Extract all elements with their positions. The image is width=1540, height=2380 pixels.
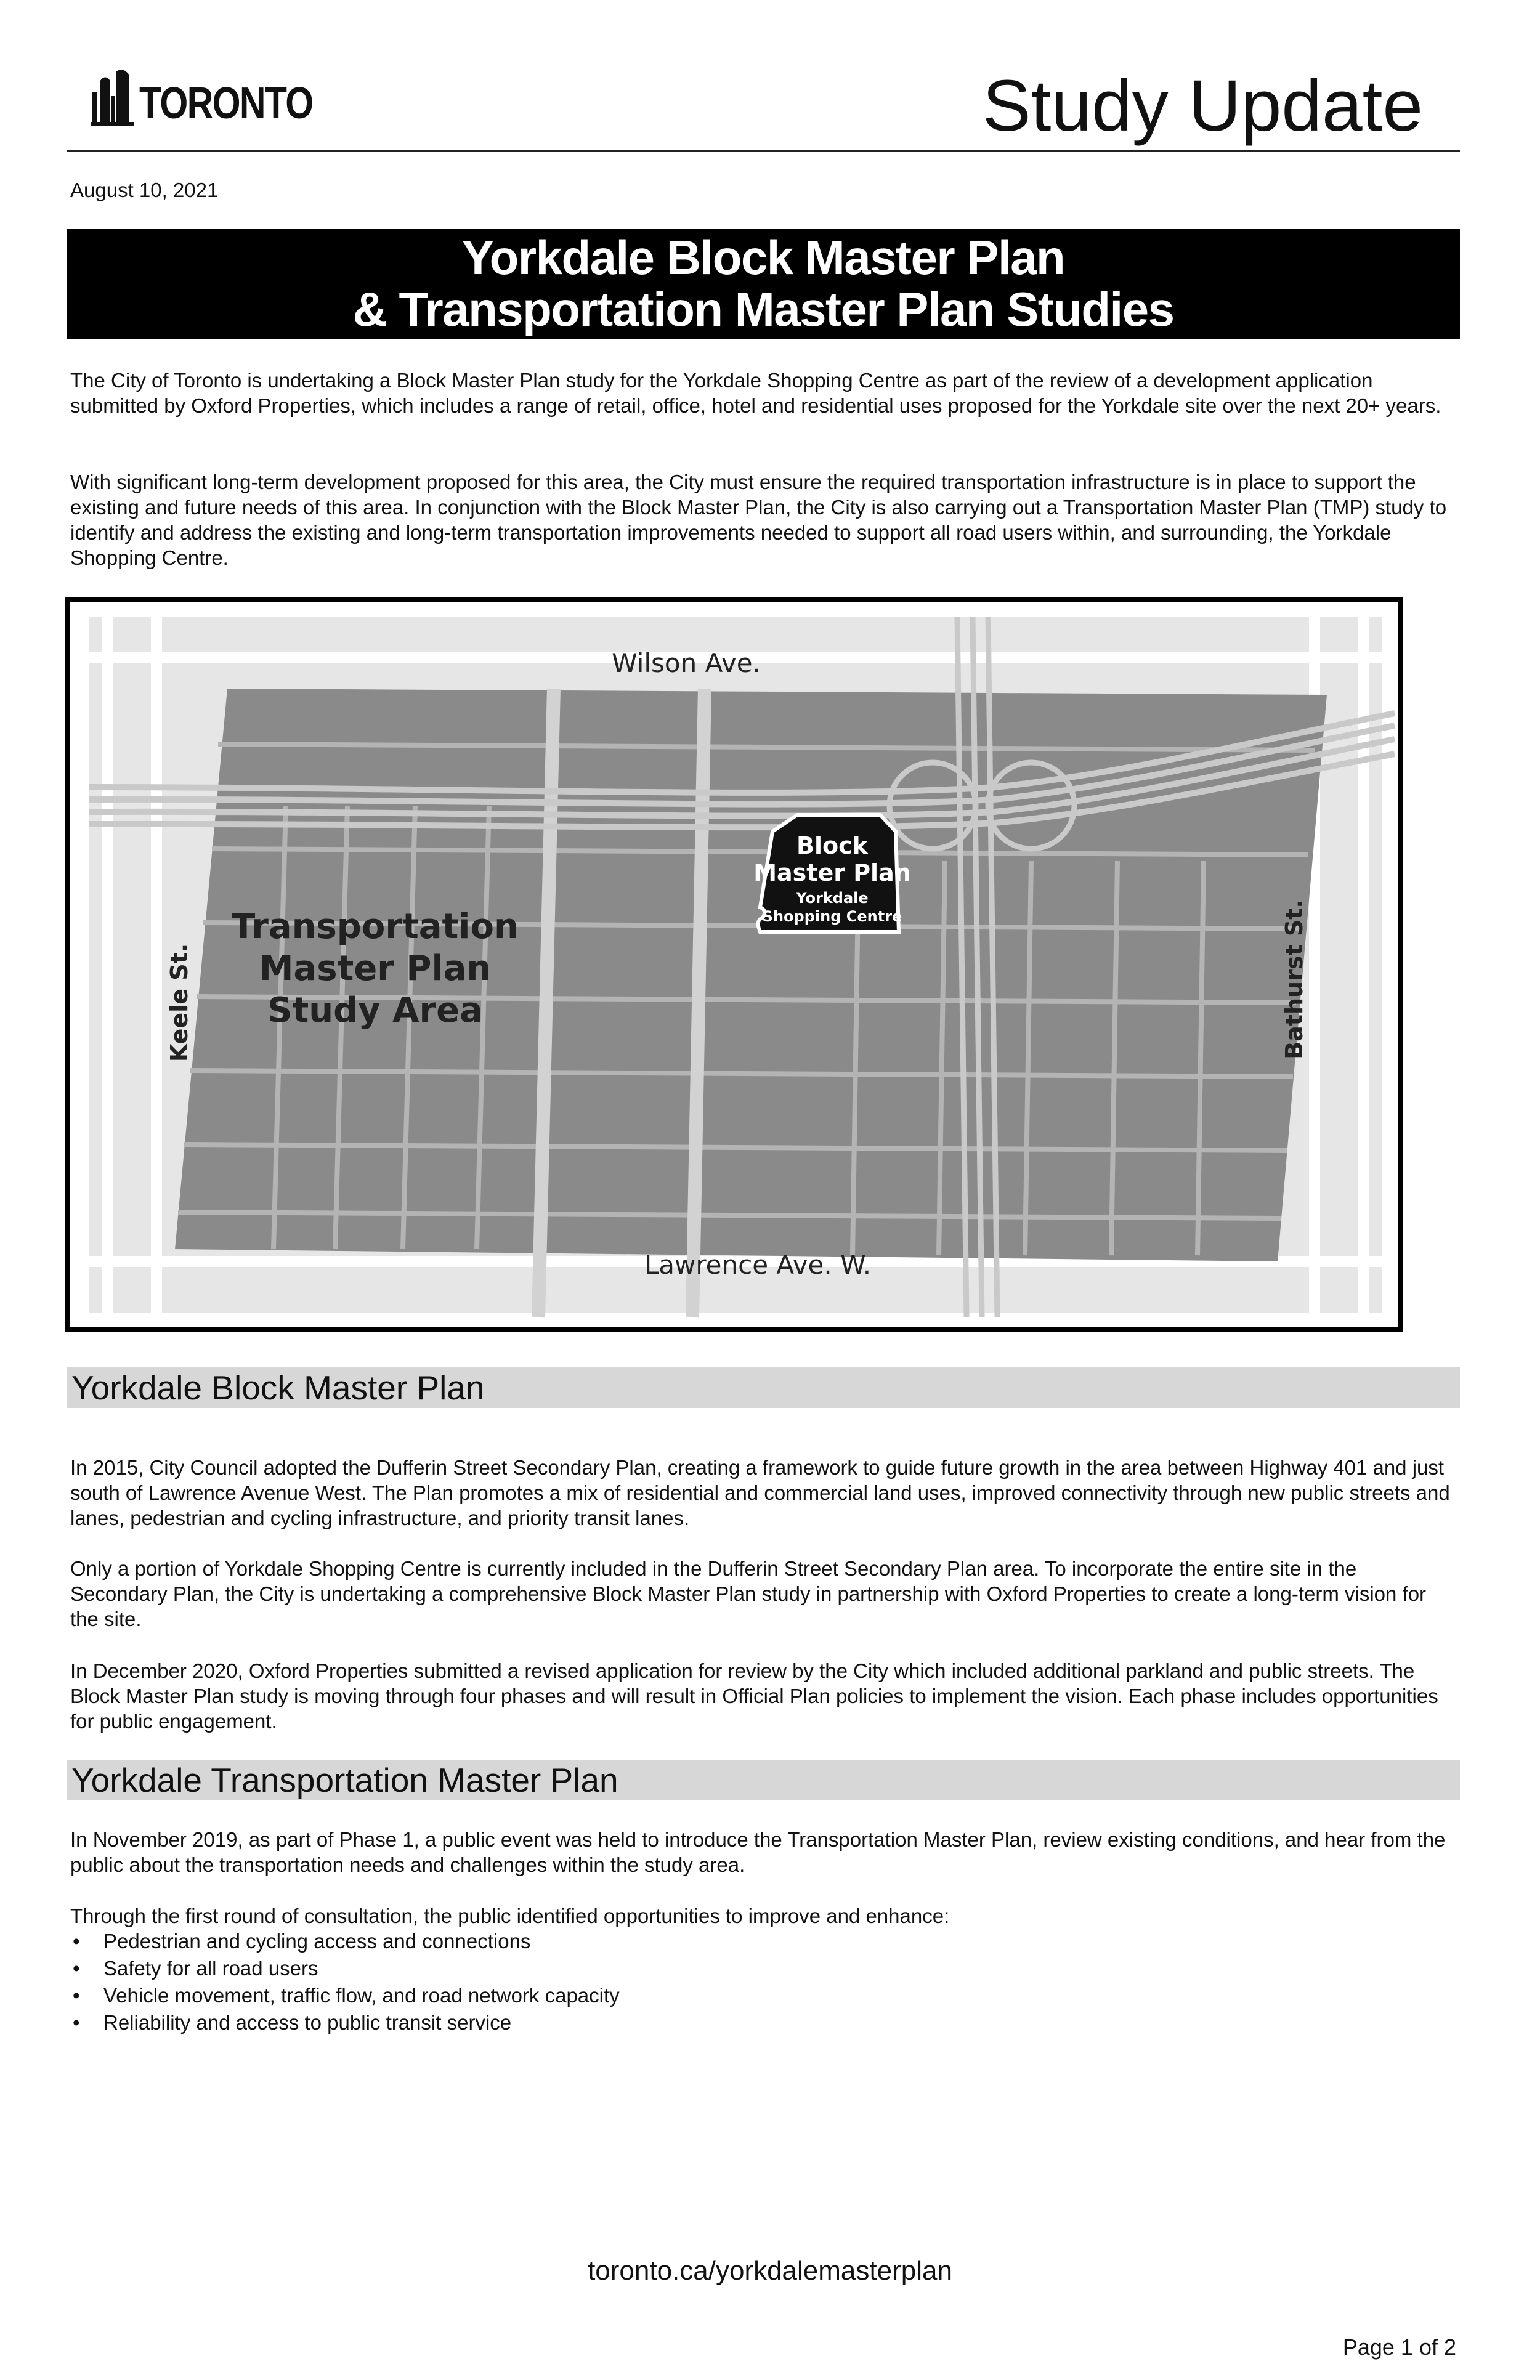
street-label-bathurst: Bathurst St. (1281, 899, 1308, 1059)
page-number: Page 1 of 2 (1342, 2334, 1456, 2360)
street-label-keele: Keele St. (166, 943, 193, 1062)
block-paragraph-1: In 2015, City Council adopted the Dufferin Street Secondary Plan, creating a framework to guide future growth in the area between Highway 401 and just south of Lawrence Avenue West. The Plan promotes a mix of residential and commercial land uses, improved connectivity through new public streets and lanes, pedestrian and cycling infrastructure, and priority transit lanes. (70, 1456, 1450, 1529)
block-paragraph-3: In December 2020, Oxford Properties submitted a revised application for review by the City which included additional parkland and public streets. The Block Master Plan study is moving through four phases and will result in Official Plan policies to implement the vision. Each phase includes opportunities for public engagement. (70, 1659, 1438, 1733)
study-area-label-line-3: Study Area (267, 990, 483, 1030)
street-label-wilson: Wilson Ave. (612, 648, 761, 678)
list-item: • Pedestrian and cycling access and connections (70, 1928, 1456, 1955)
title-line-2: & Transportation Master Plan Studies (352, 282, 1174, 336)
section-heading-transportation-master-plan: Yorkdale Transportation Master Plan (67, 1760, 1460, 1800)
tmp-paragraph-2: Through the first round of consultation, the public identified opportunities to improve and enhance: (70, 1904, 950, 1927)
block-label-line-3: Yorkdale (796, 889, 869, 907)
city-hall-icon (91, 69, 134, 126)
block-paragraph-2: Only a portion of Yorkdale Shopping Centre is currently included in the Dufferin Street Secondary Plan area. To incorporate the entire site in the Secondary Plan, the City is undertaking a comprehensive Block Master Plan study in partnership with Oxford Properties to create a long-term vision for the site. (70, 1557, 1427, 1630)
block-label-line-4: Shopping Centre (762, 908, 902, 925)
footer-url[interactable]: toronto.ca/yorkdalemasterplan (588, 2256, 952, 2286)
street-label-lawrence: Lawrence Ave. W. (644, 1250, 872, 1280)
study-area-label-line-1: Transportation (232, 907, 519, 947)
study-area-map (65, 597, 1403, 1332)
list-item: • Safety for all road users (70, 1955, 1456, 1982)
publication-date: August 10, 2021 (70, 179, 219, 201)
list-item: • Vehicle movement, traffic flow, and road network capacity (70, 1982, 1456, 2009)
improvement-list (70, 1928, 1456, 2036)
block-label-line-2: Master Plan (753, 859, 911, 886)
section-heading-block-master-plan: Yorkdale Block Master Plan (67, 1367, 1460, 1408)
intro-paragraph-1: The City of Toronto is undertaking a Block Master Plan study for the Yorkdale Shopping Centre as part of the review of a development application submitted by Oxford Properties, which includes a range of retail, office, hotel and residential uses proposed for the Yorkdale site over the next 20+ years. (70, 369, 1441, 417)
block-label-line-1: Block (796, 832, 868, 859)
logo-wordmark: TORONTO (139, 79, 313, 128)
title-banner (67, 229, 1460, 339)
study-area-label-line-2: Master Plan (259, 949, 492, 989)
title-line-1: Yorkdale Block Master Plan (461, 230, 1065, 285)
map-graphic (70, 602, 1398, 1327)
toronto-logo (91, 69, 351, 126)
intro-paragraph-2: With significant long-term development proposed for this area, the City must ensure the required transportation infrastructure is in place to support the existing and future needs of this area. In conjunction with the Block Master Plan, the City is also carrying out a Transportation Master Plan (TMP) study to identify and address the existing and long-term transportation improvements needed to support all road users within, and surrounding, the Yorkdale Shopping Centre. (70, 471, 1447, 569)
header-rule (67, 150, 1460, 152)
document-type: Study Update (982, 65, 1423, 147)
tmp-paragraph-1: In November 2019, as part of Phase 1, a public event was held to introduce the Transportation Master Plan, review existing conditions, and hear from the public about the transportation needs and challenges within the study area. (70, 1828, 1446, 1876)
list-item: • Reliability and access to public transit service (70, 2009, 1456, 2036)
